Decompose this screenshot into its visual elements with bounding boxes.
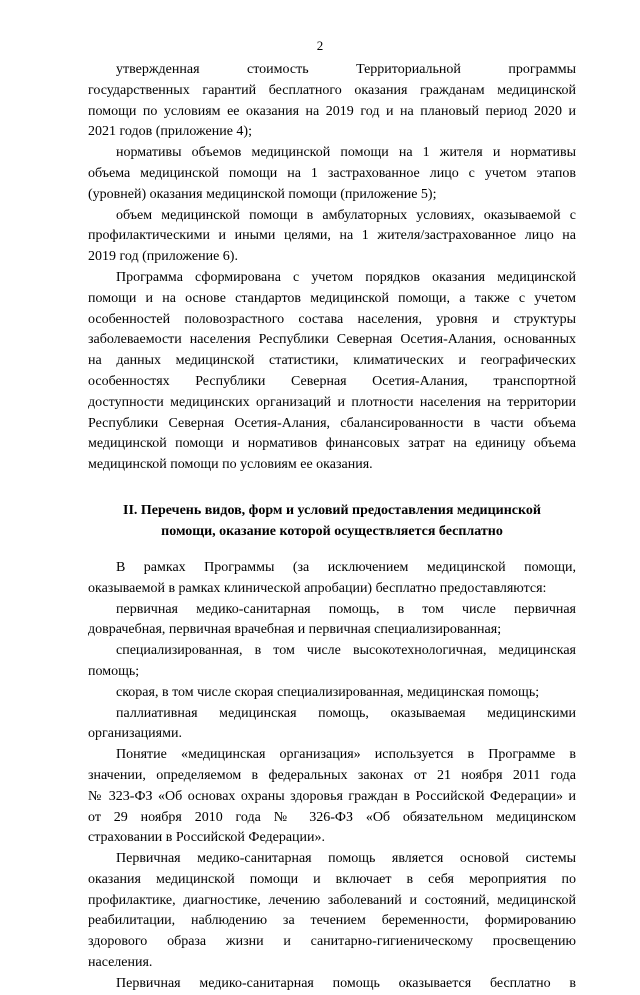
- document-body: [88, 60, 576, 995]
- text-line: помощи по условиям ее оказания на 2019 год и на плановый период 2020 и: [88, 103, 576, 119]
- text-line: доступности медицинских организаций и плотности населения на территории: [88, 394, 576, 410]
- text-line: доврачебная, первичная врачебная и первичная специализированная;: [88, 622, 502, 638]
- text-line: медицинской помощи и нормативов финансовых затрат на единицу объема: [88, 436, 576, 452]
- text-line: 2021 годов (приложение 4);: [88, 124, 252, 140]
- text-line: профилактике, диагностике, лечению заболеваний и состояний, медицинской: [88, 892, 576, 908]
- text-line: нормативы объемов медицинской помощи на 1 жителя и нормативы: [116, 145, 576, 161]
- text-line: В рамках Программы (за исключением медицинской помощи,: [116, 559, 576, 575]
- text-line: населения.: [88, 955, 153, 971]
- text-line: Первичная медико-санитарная помощь является основой системы: [116, 851, 576, 867]
- text-line: 2019 год (приложение 6).: [88, 249, 238, 265]
- text-line: организациями.: [88, 726, 182, 742]
- text-line: значении, определяемом в федеральных законах от 21 ноября 2011 года: [88, 767, 576, 783]
- section-heading: II. Перечень видов, форм и условий предоставления медицинской: [123, 502, 541, 518]
- text-line: помощь;: [88, 663, 140, 679]
- text-line: профилактическими и иными целями, на 1 жителя/застрахованное лицо на: [88, 228, 576, 244]
- text-line: № 323-ФЗ «Об основах охраны здоровья граждан в Российской Федерации» и: [88, 788, 576, 804]
- text-line: Первичная медико-санитарная помощь оказывается бесплатно в: [116, 975, 576, 991]
- text-line: паллиативная медицинская помощь, оказываемая медицинскими: [116, 705, 576, 721]
- text-line: страховании в Российской Федерации».: [88, 830, 326, 846]
- text-line: оказания медицинской помощи и включает в себя мероприятия по: [88, 871, 576, 887]
- text-line: медицинской помощи по условиям ее оказания.: [88, 457, 373, 473]
- text-line: Республики Северная Осетия-Алания, сбалансированности в части объема: [88, 415, 576, 431]
- text-line: Программа сформирована с учетом порядков оказания медицинской: [116, 269, 576, 285]
- text-line: помощи и на основе стандартов медицинской помощи, а также с учетом: [88, 290, 576, 306]
- text-line: оказываемой в рамках клинической апробации) бесплатно предоставляются:: [88, 580, 547, 596]
- text-line: заболеваемости населения Республики Северная Осетия-Алания, основанных: [88, 332, 576, 348]
- text-line: особенностях Республики Северная Осетия-Алания, транспортной: [88, 373, 576, 389]
- text-line: Понятие «медицинская организация» используется в Программе в: [116, 747, 576, 763]
- text-line: специализированная, в том числе высокотехнологичная, медицинская: [116, 643, 576, 659]
- text-line: объем медицинской помощи в амбулаторных условиях, оказываемой с: [116, 207, 576, 223]
- text-line: утвержденная стоимость Территориальной программы: [116, 62, 576, 77]
- text-line: здорового образа жизни и санитарно-гигиеническому просвещению: [88, 934, 576, 950]
- text-line: первичная медико-санитарная помощь, в том числе первичная: [116, 601, 576, 617]
- text-line: реабилитации, наблюдению за течением беременности, формированию: [88, 913, 576, 929]
- text-line: государственных гарантий бесплатного оказания гражданам медицинской: [88, 82, 576, 98]
- text-line: от 29 ноября 2010 года № 326-ФЗ «Об обязательном медицинском: [88, 809, 576, 825]
- text-line: (уровней) оказания медицинской помощи (приложение 5);: [88, 186, 437, 202]
- text-line: скорая, в том числе скорая специализированная, медицинская помощь;: [116, 684, 540, 700]
- text-line: особенностей половозрастного состава населения, уровня и структуры: [88, 311, 576, 327]
- text-line: объема медицинской помощи на 1 застрахованное лицо с учетом этапов: [88, 165, 576, 181]
- page-number: 2: [316, 38, 324, 53]
- section-heading-continued: помощи, оказание которой осуществляется бесплатно: [161, 523, 503, 539]
- text-line: на данных медицинской статистики, климатических и географических: [88, 353, 576, 369]
